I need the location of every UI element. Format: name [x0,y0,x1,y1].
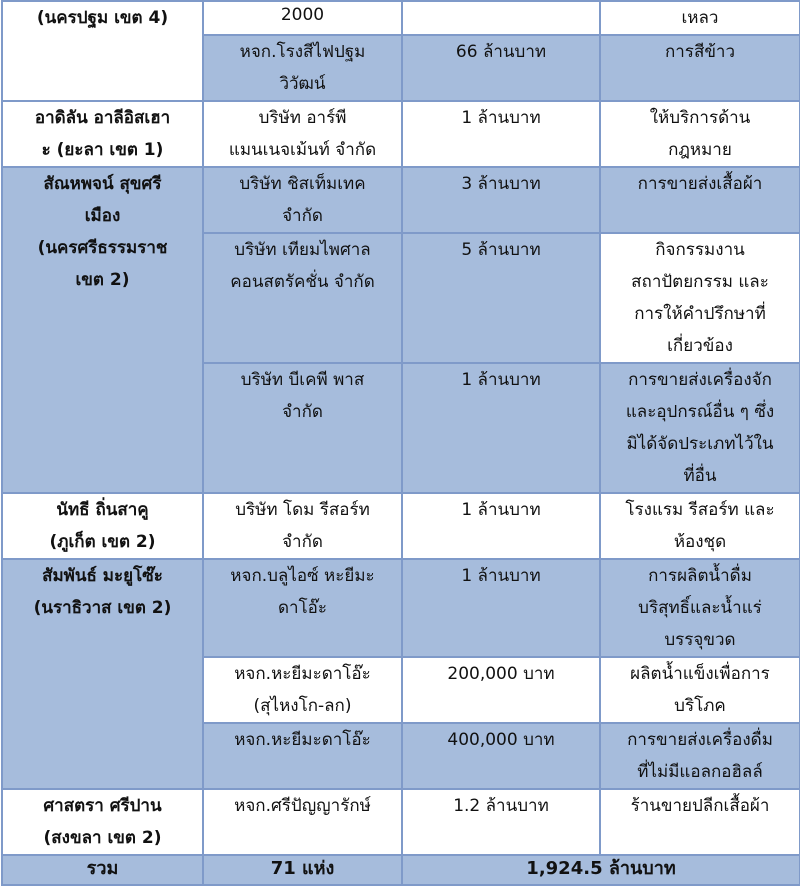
business-line: ห้องชุด [673,532,727,552]
capital-cell [402,559,600,657]
table-row [2,789,800,855]
capital-value: 5 ล้านบาท [461,240,541,260]
politician-name-line: สัมพันธ์ มะยูโซ๊ะ [42,566,163,586]
business-line: การให้คำปรึกษาที่ [634,304,766,324]
capital-cell [402,101,600,167]
politician-name-cell [2,559,203,789]
business-line: ให้บริการด้าน [649,108,751,128]
capital-cell [402,233,600,363]
business-line: กฎหมาย [668,140,732,160]
politician-name-line: นัทธี ถิ่นสาคู [56,500,149,520]
company-cell [203,559,402,657]
capital-cell [402,723,600,789]
company-line: หจก.หะยีมะดาโอ๊ะ [234,730,371,750]
total-row [2,855,800,885]
business-line: การขายส่งเครื่องดื่ม [627,730,773,750]
company-line: บริษัท เทียมไพศาล [234,240,371,260]
politician-name-line: (สงขลา เขต 2) [43,828,162,848]
company-line: หจก.โรงสีไฟปฐม [239,42,366,62]
capital-value: 1 ล้านบาท [461,108,541,128]
total-companies-text: 71 แห่ง [270,858,335,879]
business-line: โรงแรม รีสอร์ท และ [625,500,775,520]
business-cell [600,657,800,723]
company-cell [203,35,402,101]
company-line: หจก.ศรีปัญญารักษ์ [234,796,371,816]
company-line: ดาโอ๊ะ [277,598,328,618]
company-line: 2000 [280,5,325,25]
capital-value: 3 ล้านบาท [461,174,541,194]
business-cell [600,233,800,363]
politician-name-line: (ภูเก็ต เขต 2) [49,532,156,552]
business-cell [600,167,800,233]
capital-value: 400,000 บาท [447,730,555,750]
company-cell [203,493,402,559]
business-cell [600,363,800,493]
business-line: บริโภค [674,696,726,716]
politician-name-line: อาดิลัน อาลีอิสเฮา [34,108,171,128]
total-capital-text: 1,924.5 ล้านบาท [526,858,676,879]
business-line: ที่ไม่มีแอลกอฮิลล์ [637,762,763,782]
capital-value: 1 ล้านบาท [461,370,541,390]
politician-name-line: เขต 2) [75,270,130,290]
capital-value: 1 ล้านบาท [461,566,541,586]
business-line: เหลว [681,8,719,28]
business-cell [600,789,800,855]
business-line: และอุปกรณ์อื่น ๆ ซึ่ง [625,402,775,422]
politician-name-cell [2,789,203,855]
capital-cell [402,35,600,101]
politician-name-cell [2,493,203,559]
total-label-text: รวม [86,858,119,879]
business-line: กิจกรรมงาน [655,240,745,260]
business-line: การขายส่งเสื้อผ้า [637,174,763,194]
company-line: (สุไหงโก-ลก) [253,696,352,716]
politician-name-cell [2,1,203,101]
total-label [2,855,203,885]
total-capital [402,855,800,885]
politician-name-cell [2,101,203,167]
business-cell [600,1,800,35]
capital-cell [402,1,600,35]
company-line: คอนสตรัคชั่น จำกัด [230,272,375,292]
capital-cell [402,789,600,855]
capital-cell [402,493,600,559]
company-line: หจก.หะยีมะดาโอ๊ะ [234,664,371,684]
capital-value: 200,000 บาท [447,664,555,684]
business-line: บริสุทธิ์และน้ำแร่ [638,598,762,618]
business-cell [600,559,800,657]
table-row [2,167,800,233]
politician-name-line: ะ (ยะลา เขต 1) [41,140,164,160]
business-line: ร้านขายปลีกเสื้อผ้า [630,796,770,816]
politician-business-table [1,0,800,886]
business-line: การผลิตน้ำดื่ม [648,566,752,586]
business-cell [600,723,800,789]
company-line: จำกัด [282,206,323,226]
politician-name-line: (นครปฐม เขต 4) [36,8,169,28]
company-cell [203,789,402,855]
company-line: แมนเนจเม้นท์ จำกัด [228,140,377,160]
company-cell [203,657,402,723]
company-line: บริษัท อาร์พี [258,108,347,128]
capital-cell [402,363,600,493]
company-line: จำกัด [282,532,323,552]
company-cell [203,233,402,363]
business-line: การสีข้าว [664,42,736,62]
business-line: ที่อื่น [683,466,717,486]
company-cell [203,101,402,167]
table-row [2,101,800,167]
politician-name-cell [2,167,203,493]
politician-name-line: (นราธิวาส เขต 2) [33,598,172,618]
politician-name-line: (นครศรีธรรมราช [37,238,168,258]
business-line: บรรจุขวด [664,630,736,650]
company-cell [203,363,402,493]
company-line: บริษัท โดม รีสอร์ท [235,500,370,520]
politician-name-line: ศาสตรา ศรีปาน [43,796,162,816]
capital-cell [402,167,600,233]
business-line: สถาปัตยกรรม และ [631,272,769,292]
business-line: เกี่ยวข้อง [667,336,733,356]
capital-cell [402,657,600,723]
company-line: บริษัท บีเคพี พาส [240,370,365,390]
company-line: บริษัท ชิสเท็มเทค [239,174,366,194]
capital-value: 1.2 ล้านบาท [453,796,549,816]
company-cell [203,723,402,789]
business-line: ผลิตน้ำแข็งเพื่อการ [630,664,770,684]
politician-name-line: เมือง [84,206,121,226]
politician-name-line: สัณหพจน์ สุขศรี [43,174,162,194]
total-companies [203,855,402,885]
business-cell [600,493,800,559]
capital-value: 1 ล้านบาท [461,500,541,520]
business-cell [600,101,800,167]
company-cell [203,167,402,233]
company-line: วิวัฒน์ [279,74,326,94]
business-line: การขายส่งเครื่องจัก [628,370,772,390]
table-row [2,493,800,559]
company-cell [203,1,402,35]
table-row [2,559,800,657]
company-line: หจก.บลูไอซ์ หะยีมะ [230,566,375,586]
business-cell [600,35,800,101]
business-line: มิได้จัดประเภทไว้ใน [626,434,774,454]
capital-value: 66 ล้านบาท [455,42,547,62]
table-row [2,1,800,35]
company-line: จำกัด [282,402,323,422]
